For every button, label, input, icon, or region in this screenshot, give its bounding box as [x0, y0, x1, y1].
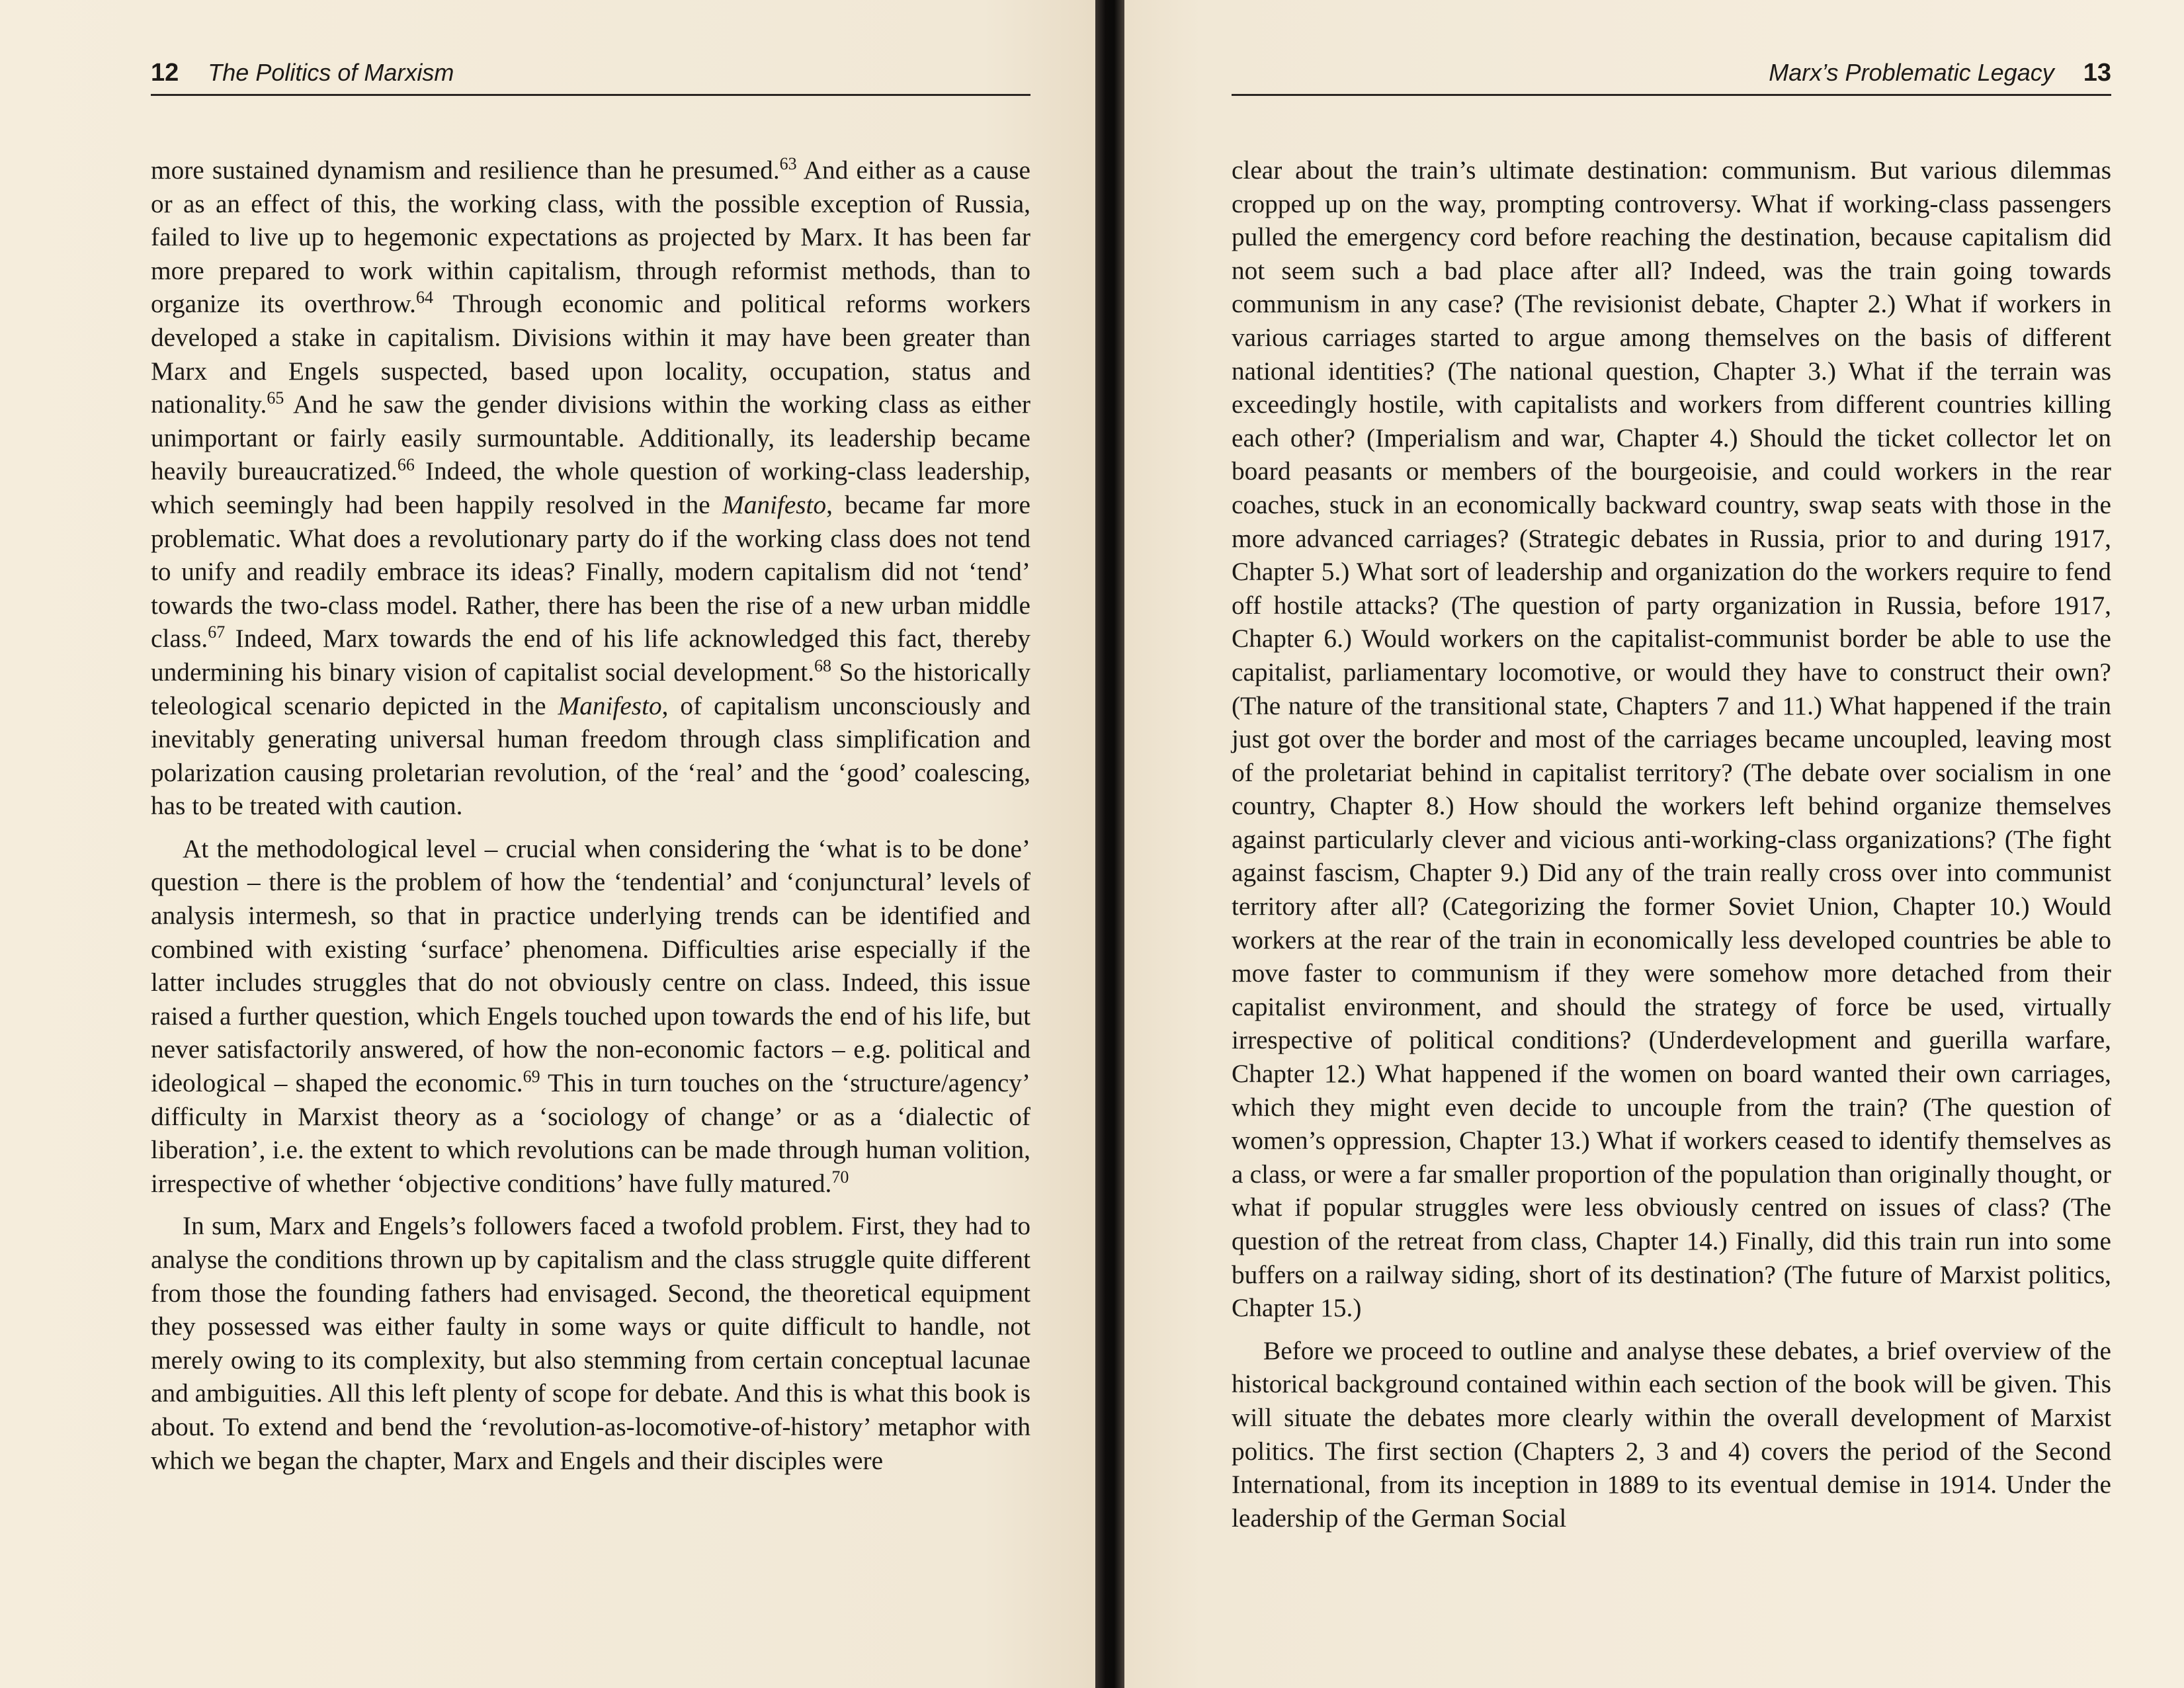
right-page-number: 13 [2083, 59, 2111, 87]
text-run: And he saw the gender divisions within the working class as either unimportant or fairly easily surmountable. Additionally, its leadership became heavily bureaucratized. [151, 390, 1030, 486]
text-run: , became far more problematic. What does a revolutionary party do if the working class does not tend to unify and readily embrace its ideas? Finally, modern capitalism did not ‘tend’ towards the two-class model. Rather, there has been the rise of a new urban middle class. [151, 489, 1030, 654]
text-run: Through economic and political reforms workers developed a stake in capitalism. Divisions within it may have been greater than Marx and Engels suspected, based upon locality, occupation, status and nationality. [151, 289, 1030, 419]
text-run: At the methodological level – crucial when considering the ‘what is to be done’ question – there is the problem of how the ‘tendential’ and ‘conjunctural’ levels of analysis intermesh, so that in practice underlying trends can be identified and combined with existing ‘surface’ phenomena. Difficulties arise especially if the latter includes struggles that do not obviously centre on class. Indeed, this issue raised a further question, which Engels touched upon towards the end of his life, but never satisfactorily answered, of how the non-economic factors – e.g. political and ideological – shaped the economic. [151, 833, 1030, 1098]
footnote-marker: 63 [779, 154, 797, 173]
paragraph [1232, 153, 2111, 1325]
book-gutter [1095, 0, 1124, 1688]
paragraph [151, 1209, 1030, 1477]
footnote-marker: 68 [814, 655, 832, 675]
left-running-head-title: The Politics of Marxism [208, 59, 454, 86]
text-run: In sum, Marx and Engels’s followers faced a twofold problem. First, they had to analyse the conditions thrown up by capitalism and the class struggle quite different from those the founding fathers had envisaged. Second, the theoretical equipment they possessed was either faulty in some ways or quite difficult to handle, not merely owing to its complexity, but also stemming from certain conceptual lacunae and ambiguities. All this left plenty of scope for debate. And this is what this book is about. To extend and bend the ‘revolution-as-locomotive-of-history’ metaphor with which we began the chapter, Marx and Engels and their disciples were [151, 1211, 1030, 1475]
text-run: Indeed, Marx towards the end of his life acknowledged this fact, thereby undermining his binary vision of capitalist social development. [151, 624, 1030, 687]
italic-title: Manifesto [558, 691, 662, 720]
right-page-body [1232, 153, 2111, 1544]
right-page [1124, 0, 2184, 1688]
text-run: This in turn touches on the ‘structure/agency’ difficulty in Marxist theory as a ‘sociology of change’ or as a ‘dialectic of liberation’, i.e. the extent to which revolutions can be made through human volition, irrespective of whether ‘objective conditions’ have fully matured. [151, 1068, 1030, 1198]
text-run: Before we proceed to outline and analyse these debates, a brief overview of the historical background contained within each section of the book will be given. This will situate the debates more clearly within the overall development of Marxist politics. The first section (Chapters 2, 3 and 4) covers the period of the Second International, from its inception in 1889 to its eventual demise in 1914. Under the leadership of the German Social [1232, 1335, 2111, 1533]
text-run: clear about the train’s ultimate destination: communism. But various dilemmas cropped up on the way, prompting controversy. What if working-class passengers pulled the emergency cord before reaching the destination, because capitalism did not seem such a bad place after all? Indeed, was the train going towards communism in any case? (The revisionist debate, Chapter 2.) What if workers in various carriages started to argue among themselves on the basis of different national identities? (The national question, Chapter 3.) What if the terrain was exceedingly hostile, with capitalists and workers from different countries killing each other? (Imperialism and war, Chapter 4.) Should the ticket collector let on board peasants or members of the bourgeoisie, and could workers in the rear coaches, stuck in an economically backward country, swap seats with those in the more advanced carriages? (Strategic debates in Russia, prior to and during 1917, Chapter 5.) What sort of leadership and organization do the workers require to fend off hostile attacks? (The question of party organization in Russia, before 1917, Chapter 6.) Would workers on the capitalist-communist border be able to use the capitalist, parliamentary locomotive, or would they have to construct their own? (The nature of the transitional state, Chapters 7 and 11.) What happened if the train just got over the border and most of the carriages became uncoupled, leaving most of the proletariat behind in capitalist territory? (The debate over socialism in one country, Chapter 8.) How should the workers left behind organize themselves against particularly clever and vicious anti-working-class organizations? (The fight against fascism, Chapter 9.) Did any of the train really cross over into communist territory after all? (Categorizing the former Soviet Union, Chapter 10.) Would workers at the rear of the train in economically less developed countries be able to move faster to communism if they were somehow more detached from their capitalist environment, and should the strategy of force be used, virtually irrespective of political conditions? (Underdevelopment and guerilla warfare, Chapter 12.) What happened if the women on board wanted their own carriages, which they might even decide to uncouple from the train? (The question of women’s oppression, Chapter 13.) What if workers ceased to identify themselves as a class, or were a far smaller proportion of the population than originally thought, or what if popular struggles were less obviously centred on issues of class? (The question of the retreat from class, Chapter 14.) Finally, did this train run into some buffers on a railway siding, short of its destination? (The future of Marxist politics, Chapter 15.) [1232, 155, 2111, 1323]
right-running-head-title: Marx’s Problematic Legacy [1769, 59, 2054, 86]
text-run: Indeed, the whole question of working-class leadership, which seemingly had been happily resolved in the [151, 456, 1030, 519]
footnote-marker: 70 [831, 1167, 849, 1187]
left-running-header [151, 52, 1030, 96]
left-page-number: 12 [151, 59, 179, 87]
paragraph [1232, 1334, 2111, 1535]
footnote-marker: 64 [415, 288, 433, 308]
footnote-marker: 67 [208, 622, 226, 642]
italic-title: Manifesto [722, 489, 827, 519]
text-run: more sustained dynamism and resilience than he presumed. [151, 155, 780, 185]
text-run: , of capitalism unconsciously and inevitably generating universal human freedom through class simplification and polarization causing proletarian revolution, of the ‘real’ and the ‘good’ coalescing, has to be treated with caution. [151, 691, 1030, 821]
left-page-body [151, 153, 1030, 1486]
paragraph [151, 153, 1030, 823]
text-run: And either as a cause or as an effect of this, the working class, with the possible exception of Russia, failed to live up to hegemonic expectations as projected by Marx. It has been far more prepared to work within capitalism, through reformist methods, than to organize its overthrow. [151, 155, 1030, 319]
right-running-header [1232, 52, 2111, 96]
footnote-marker: 66 [397, 455, 415, 475]
text-run: So the historically teleological scenario depicted in the [151, 657, 1030, 720]
paragraph [151, 832, 1030, 1201]
footnote-marker: 65 [267, 388, 284, 408]
footnote-marker: 69 [523, 1067, 540, 1087]
